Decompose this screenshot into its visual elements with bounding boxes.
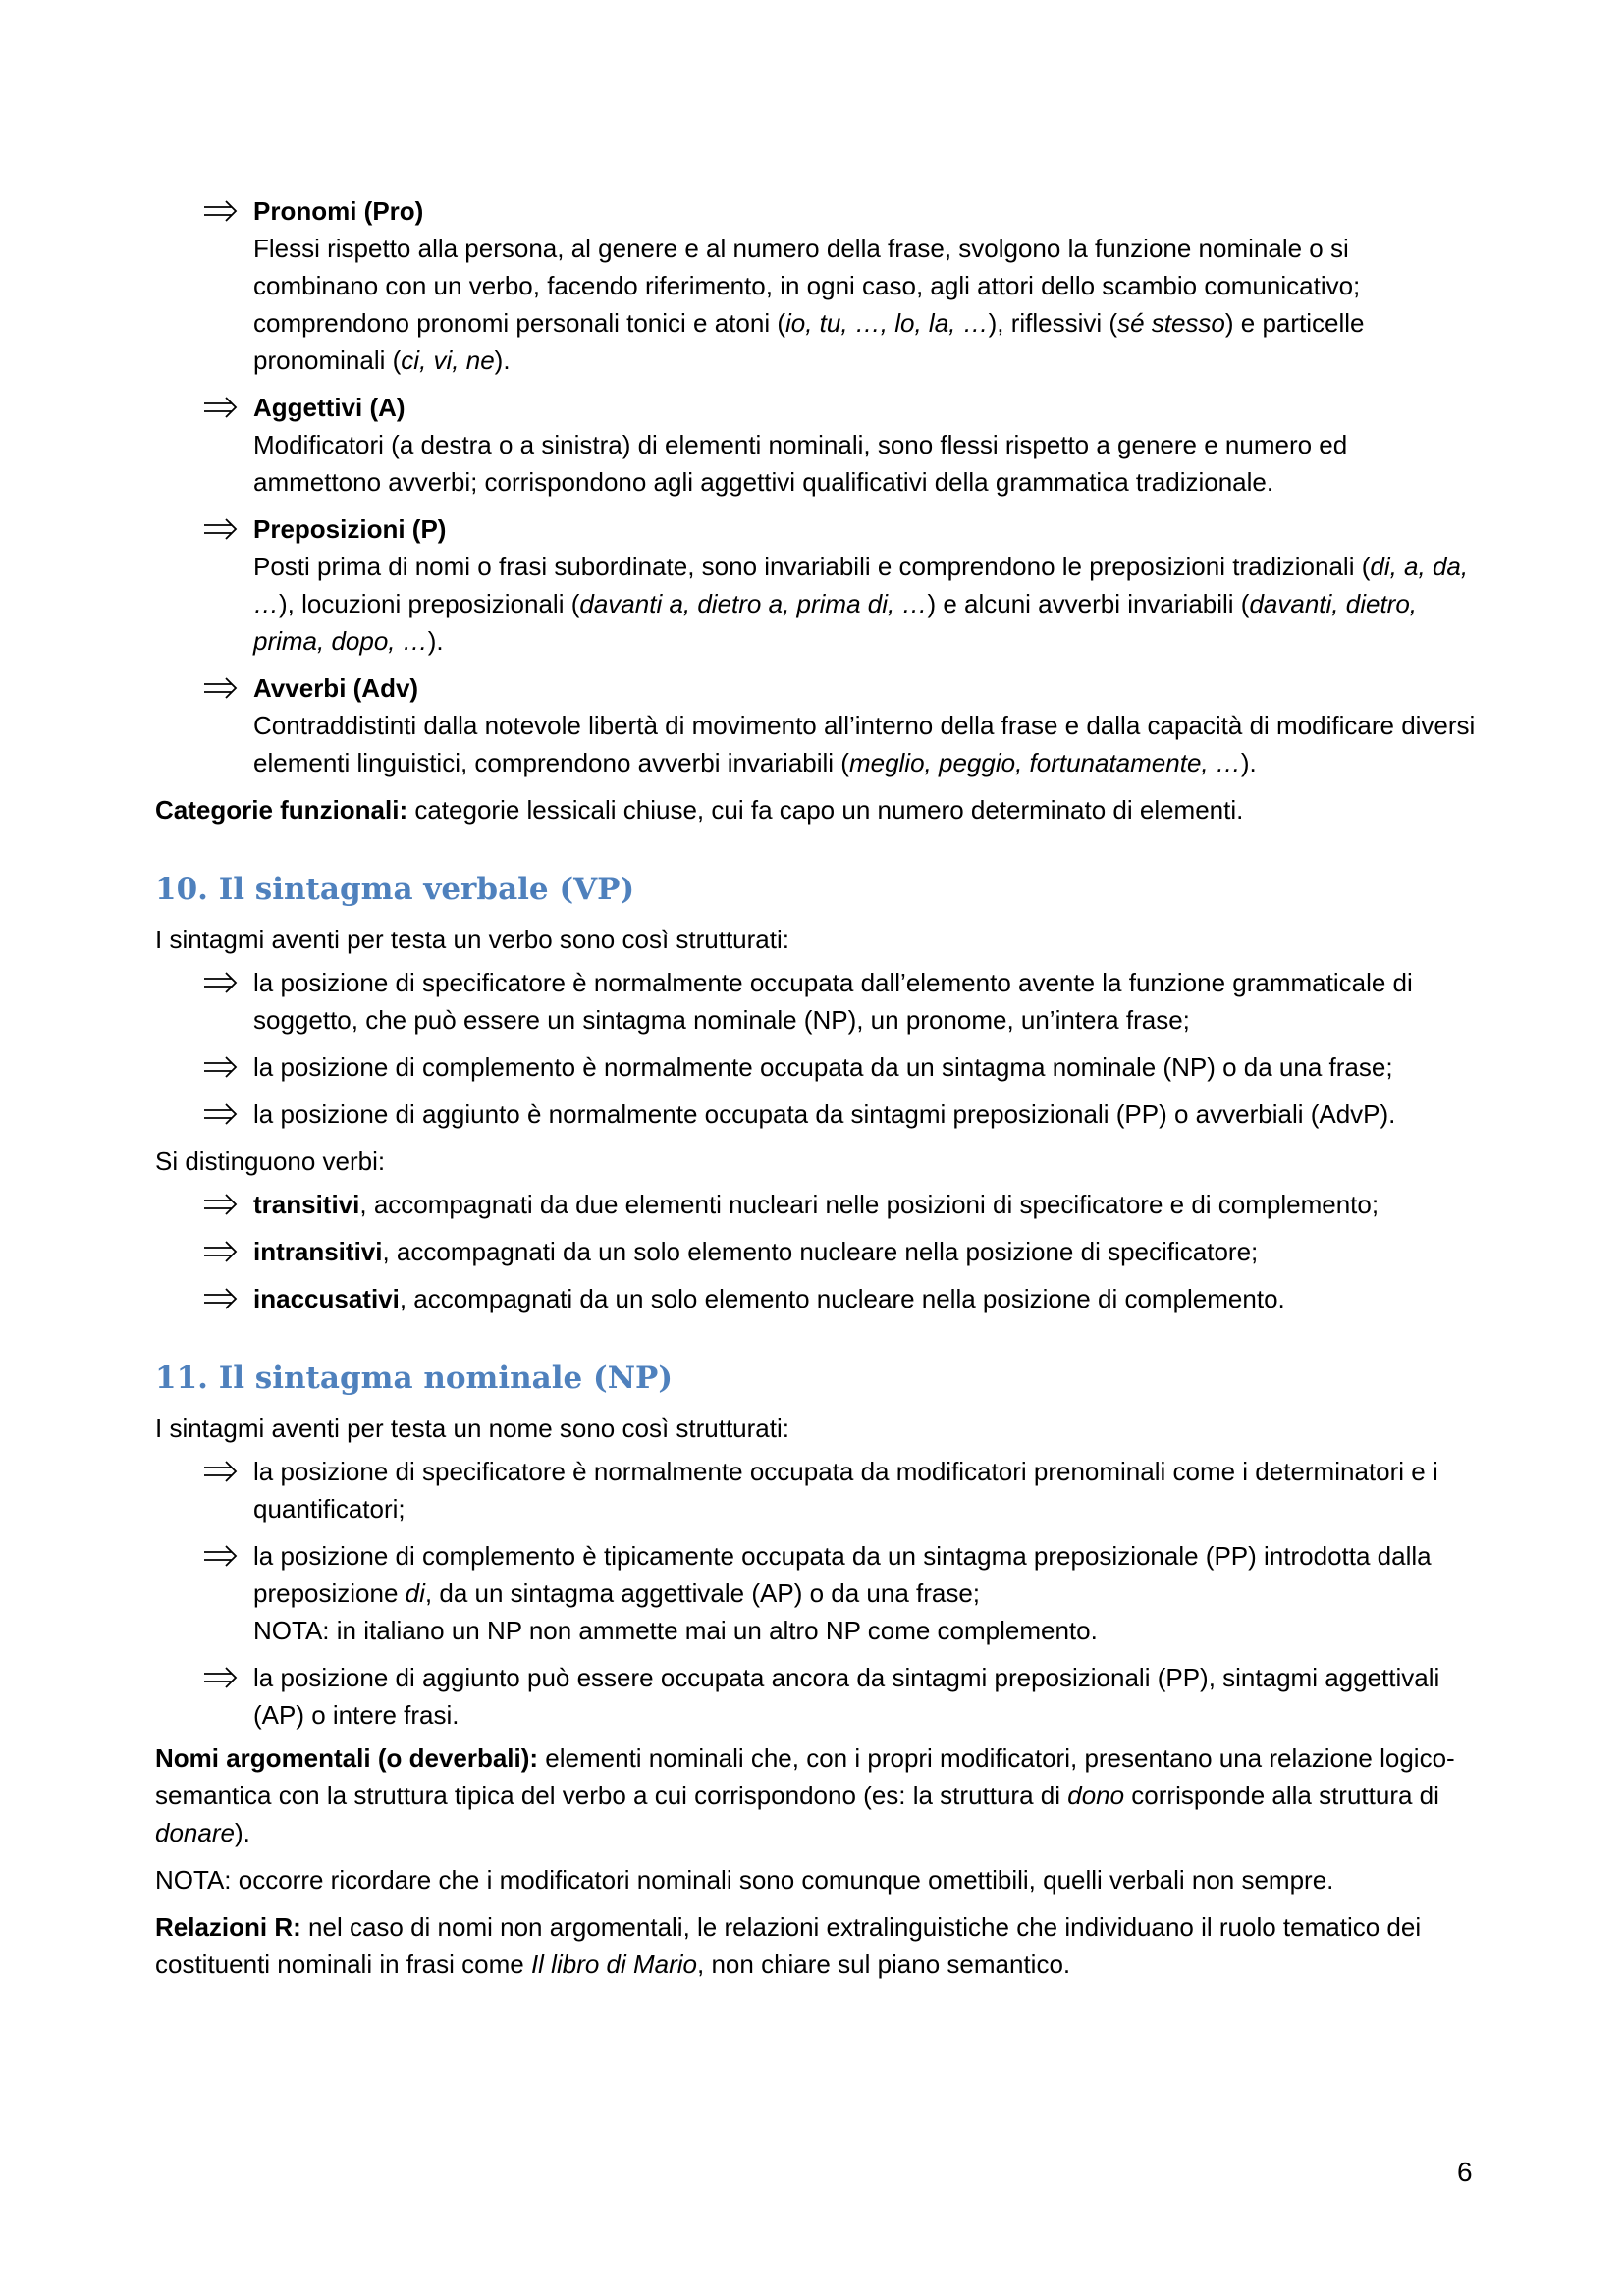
nomi-argomentali: Nomi argomentali (o deverbali): elementi nominali che, con i propri modificatori, presentano una relazione logico-semantica con la struttura tipica del verbo a cui corrispondono (es: la struttura di dono corrisponde alla struttura di donare). bbox=[155, 1743, 1455, 1847]
page-content bbox=[155, 192, 1481, 1983]
arrow-icon bbox=[202, 510, 242, 548]
section-intro: I sintagmi aventi per testa un verbo sono così strutturati: bbox=[155, 925, 789, 954]
arrow-icon bbox=[202, 1453, 242, 1490]
item-title: Pronomi (Pro) bbox=[253, 196, 424, 226]
categorie-funzionali: Categorie funzionali: categorie lessicali chiuse, cui fa capo un numero determinato di elementi. bbox=[155, 795, 1244, 825]
arrow-icon bbox=[202, 1537, 242, 1575]
arrow-icon bbox=[202, 192, 242, 230]
verbs-intro: Si distinguono verbi: bbox=[155, 1147, 386, 1176]
list-item-inaccusativi: inaccusativi, accompagnati da un solo elemento nucleare nella posizione di complemento. bbox=[155, 1280, 1481, 1317]
item-body: Contraddistinti dalla notevole libertà di movimento all’interno della frase e dalla capacità di modificare diversi elementi linguistici, comprendono avverbi invariabili (meglio, peggio, fortunatamente, …). bbox=[253, 711, 1476, 777]
list-item-avverbi bbox=[155, 669, 1481, 781]
list-item-aggettivi bbox=[155, 389, 1481, 501]
item-body: Posti prima di nomi o frasi subordinate, sono invariabili e comprendono le preposizioni tradizionali (di, a, da, …), locuzioni preposizionali (davanti a, dietro a, prima di, …) e alcuni avverbi invariabili (davanti, dietro, prima, dopo, …). bbox=[253, 552, 1469, 656]
note: NOTA: in italiano un NP non ammette mai un altro NP come complemento. bbox=[253, 1616, 1098, 1645]
list-item: la posizione di specificatore è normalmente occupata dall’elemento avente la funzione grammaticale di soggetto, che può essere un sintagma nominale (NP), un pronome, un’intera frase; bbox=[155, 964, 1481, 1039]
section-intro: I sintagmi aventi per testa un nome sono così strutturati: bbox=[155, 1414, 789, 1443]
list-item-intransitivi: intransitivi, accompagnati da un solo elemento nucleare nella posizione di specificatore; bbox=[155, 1233, 1481, 1270]
list-item: la posizione di aggiunto è normalmente occupata da sintagmi preposizionali (PP) o avverbiali (AdvP). bbox=[155, 1095, 1481, 1133]
item-body: Modificatori (a destra o a sinistra) di elementi nominali, sono flessi rispetto a genere e numero ed ammettono avverbi; corrispondono agli aggettivi qualificativi della grammatica tradizionale. bbox=[253, 430, 1348, 497]
item-title: Preposizioni (P) bbox=[253, 514, 447, 544]
arrow-icon bbox=[202, 964, 242, 1001]
arrow-icon bbox=[202, 1186, 242, 1223]
arrow-icon bbox=[202, 669, 242, 707]
arrow-icon bbox=[202, 1095, 242, 1133]
page-number: 6 bbox=[1457, 2157, 1473, 2187]
relazioni-r: Relazioni R: nel caso di nomi non argomentali, le relazioni extralinguistiche che individuano il ruolo tematico dei costituenti nominali in frasi come Il libro di Mario, non chiare sul piano semantico. bbox=[155, 1912, 1422, 1979]
item-body: Flessi rispetto alla persona, al genere e al numero della frase, svolgono la funzione nominale o si combinano con un verbo, facendo riferimento, in ogni caso, agli attori dello scambio comunicativo; comprendono pronomi personali tonici e atoni (io, tu, …, lo, la, …), riflessivi (sé stesso) e particelle pronominali (ci, vi, ne). bbox=[253, 234, 1365, 375]
list-item-preposizioni bbox=[155, 510, 1481, 660]
item-title: Aggettivi (A) bbox=[253, 393, 406, 422]
nota: NOTA: occorre ricordare che i modificatori nominali sono comunque omettibili, quelli verbali non sempre. bbox=[155, 1865, 1334, 1895]
arrow-icon bbox=[202, 1659, 242, 1696]
section-heading-11: 11. Il sintagma nominale (NP) bbox=[155, 1361, 674, 1396]
section-heading-10: 10. Il sintagma verbale (VP) bbox=[155, 872, 635, 907]
item-title: Avverbi (Adv) bbox=[253, 673, 419, 703]
list-item-transitivi: transitivi, accompagnati da due elementi nucleari nelle posizioni di specificatore e di complemento; bbox=[155, 1186, 1481, 1223]
arrow-icon bbox=[202, 1280, 242, 1317]
list-item: la posizione di specificatore è normalmente occupata da modificatori prenominali come i determinatori e i quantificatori; bbox=[155, 1453, 1481, 1527]
arrow-icon bbox=[202, 1233, 242, 1270]
list-item: la posizione di aggiunto può essere occupata ancora da sintagmi preposizionali (PP), sintagmi aggettivali (AP) o intere frasi. bbox=[155, 1659, 1481, 1734]
list-item: la posizione di complemento è tipicamente occupata da un sintagma preposizionale (PP) introdotta dalla preposizione di, da un sintagma aggettivale (AP) o da una frase; NOTA: in italiano un NP non ammette mai un altro NP come complemento. bbox=[155, 1537, 1481, 1649]
list-item: la posizione di complemento è normalmente occupata da un sintagma nominale (NP) o da una frase; bbox=[155, 1048, 1481, 1086]
arrow-icon bbox=[202, 1048, 242, 1086]
list-item-pronomi bbox=[155, 192, 1481, 379]
arrow-icon bbox=[202, 389, 242, 426]
